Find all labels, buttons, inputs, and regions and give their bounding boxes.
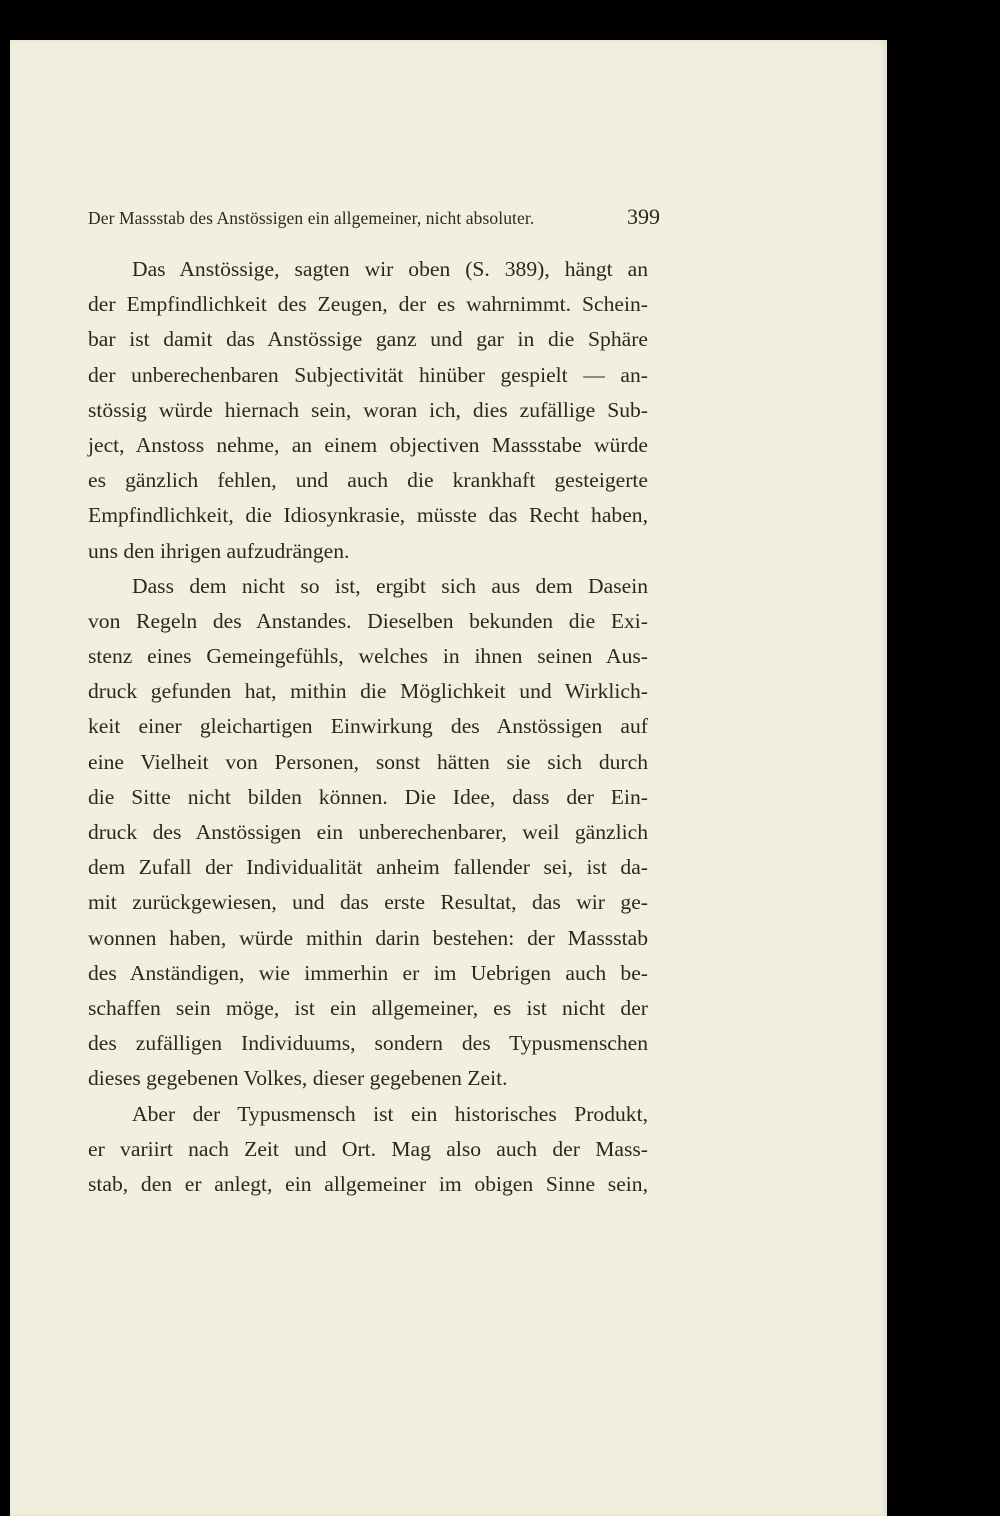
running-title: Der Massstab des Anstössigen ein allgemeiner, nicht absoluter.	[88, 208, 535, 228]
text-line: wonnen haben, würde mithin darin bestehen: der Massstab	[88, 925, 648, 950]
text-line: mit zurückgewiesen, und das erste Resultat, das wir ge-	[88, 890, 648, 915]
text-line: keit einer gleichartigen Einwirkung des Anstössigen auf	[88, 714, 648, 739]
text-line: eine Vielheit von Personen, sonst hätten sie sich durch	[88, 749, 648, 774]
body-text	[88, 252, 648, 1202]
text-line: Empfindlichkeit, die Idiosynkrasie, müsste das Recht haben,	[88, 503, 648, 528]
text-line: stenz eines Gemeingefühls, welches in ihnen seinen Aus-	[88, 644, 648, 669]
text-line: dieses gegebenen Volkes, dieser gegebenen Zeit.	[88, 1066, 508, 1091]
text-line: uns den ihrigen aufzudrängen.	[88, 538, 350, 563]
page-number: 399	[627, 204, 660, 229]
text-line: ject, Anstoss nehme, an einem objectiven Massstabe würde	[88, 432, 648, 457]
paragraph	[88, 1097, 648, 1203]
text-line: druck gefunden hat, mithin die Möglichkeit und Wirklich-	[88, 679, 648, 704]
text-line: von Regeln des Anstandes. Dieselben bekunden die Exi-	[88, 608, 648, 633]
paragraph	[88, 252, 648, 569]
paragraph	[88, 569, 648, 1097]
text-line: des zufälligen Individuums, sondern des Typusmenschen	[88, 1031, 648, 1056]
text-line: Das Anstössige, sagten wir oben (S. 389), hängt an	[132, 257, 648, 281]
text-line: der unberechenbaren Subjectivität hinüber gespielt — an-	[88, 362, 648, 387]
text-line: Aber der Typusmensch ist ein historisches Produkt,	[132, 1101, 648, 1126]
text-line: die Sitte nicht bilden können. Die Idee, dass der Ein-	[88, 784, 648, 809]
text-line: schaffen sein möge, ist ein allgemeiner, es ist nicht der	[88, 995, 648, 1020]
text-line: bar ist damit das Anstössige ganz und gar in die Sphäre	[88, 327, 648, 352]
text-line: Dass dem nicht so ist, ergibt sich aus dem Dasein	[132, 573, 648, 598]
text-line: des Anständigen, wie immerhin er im Uebrigen auch be-	[88, 960, 648, 985]
text-line: es gänzlich fehlen, und auch die krankhaft gesteigerte	[88, 468, 648, 493]
text-line: dem Zufall der Individualität anheim fallender sei, ist da-	[88, 855, 648, 880]
text-line: stab, den er anlegt, ein allgemeiner im obigen Sinne sein,	[88, 1171, 648, 1196]
text-line: druck des Anstössigen ein unberechenbarer, weil gänzlich	[88, 820, 648, 844]
book-page	[10, 40, 887, 1516]
text-line: der Empfindlichkeit des Zeugen, der es wahrnimmt. Schein-	[88, 292, 648, 317]
text-line: er variirt nach Zeit und Ort. Mag also auch der Mass-	[88, 1136, 648, 1161]
text-line: stössig würde hiernach sein, woran ich, dies zufällige Sub-	[88, 397, 648, 422]
